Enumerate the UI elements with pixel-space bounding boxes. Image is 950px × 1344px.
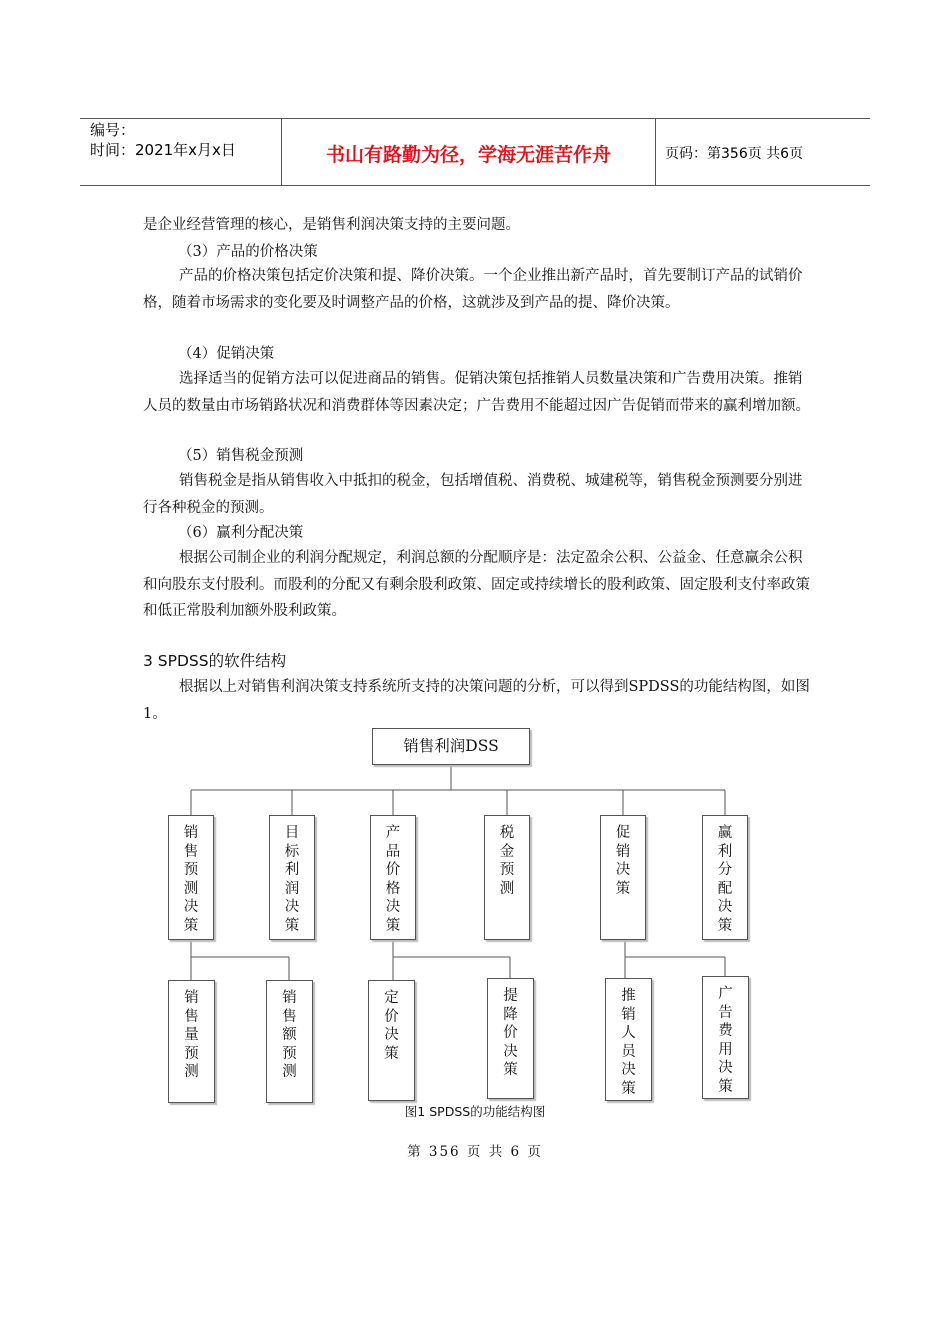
diagram-node-tax-forecast: 税金预测	[484, 815, 530, 940]
figure-caption: 图1 SPDSS的功能结构图	[404, 1104, 546, 1119]
diagram-node-product-price: 产品价格决策	[370, 815, 416, 940]
diagram-node-price-adjust: 提降价决策	[487, 978, 534, 1099]
paragraph-promotion-decision: 选择适当的促销方法可以促进商品的销售。促销决策包括推销人员数量决策和广告费用决策。推销人员的数量由市场销路状况和消费群体等因素决定；广告费用不能超过因广告促销而带来的赢利增加额。	[143, 371, 810, 414]
page-footer: 第 356 页 共 6 页	[407, 1144, 543, 1160]
diagram-node-promotion: 促销决策	[600, 815, 646, 940]
diagram-node-sales-forecast: 销售预测决策	[168, 815, 214, 940]
diagram-node-advertising: 广告费用决策	[702, 976, 749, 1099]
diagram-node-sales-volume: 销售量预测	[168, 980, 215, 1103]
subheading-profit-distribution: （6）赢利分配决策	[178, 525, 304, 541]
paragraph-structure-intro: 根据以上对销售利润决策支持系统所支持的决策问题的分析，可以得到SPDSS的功能结构图，如图1。	[143, 679, 810, 722]
paragraph-price-decision: 产品的价格决策包括定价决策和提、降价决策。一个企业推出新产品时，首先要制订产品的试销价格，随着市场需求的变化要及时调整产品的价格，这就涉及到产品的提、降价决策。	[143, 268, 803, 311]
subheading-tax-forecast: （5）销售税金预测	[178, 448, 304, 464]
paragraph-intro: 是企业经营管理的核心，是销售利润决策支持的主要问题。	[143, 217, 520, 233]
diagram-node-profit-distribution: 赢利分配决策	[702, 815, 748, 940]
diagram-root-box: 销售利润DSS	[372, 728, 530, 765]
diagram-node-sales-staff: 推销人员决策	[605, 978, 652, 1101]
header-page-number: 页码：第356页 共6页	[665, 146, 804, 162]
header-number: 编号：	[90, 121, 136, 139]
header-time: 时间：2021年x月x日	[90, 141, 236, 159]
paragraph-tax-forecast: 销售税金是指从销售收入中抵扣的税金，包括增值税、消费税、城建税等，销售税金预测要分别进行各种税金的预测。	[143, 473, 803, 516]
diagram-node-pricing: 定价决策	[368, 980, 415, 1101]
subheading-promotion-decision: （4）促销决策	[178, 346, 275, 362]
subheading-price-decision: （3）产品的价格决策	[178, 244, 318, 260]
paragraph-profit-distribution: 根据公司制企业的利润分配规定，利润总额的分配顺序是：法定盈余公积、公益金、任意赢余公积和向股东支付股利。而股利的分配又有剩余股利政策、固定或持续增长的股利政策、固定股利支付率政策和低正常股利加额外股利政策。	[143, 550, 810, 619]
header-motto: 书山有路勤为径，学海无涯苦作舟	[325, 144, 611, 166]
diagram-node-sales-amount: 销售额预测	[266, 980, 313, 1103]
diagram-node-target-profit: 目标利润决策	[269, 815, 315, 940]
section-title: 3 SPDSS的软件结构	[143, 652, 287, 670]
